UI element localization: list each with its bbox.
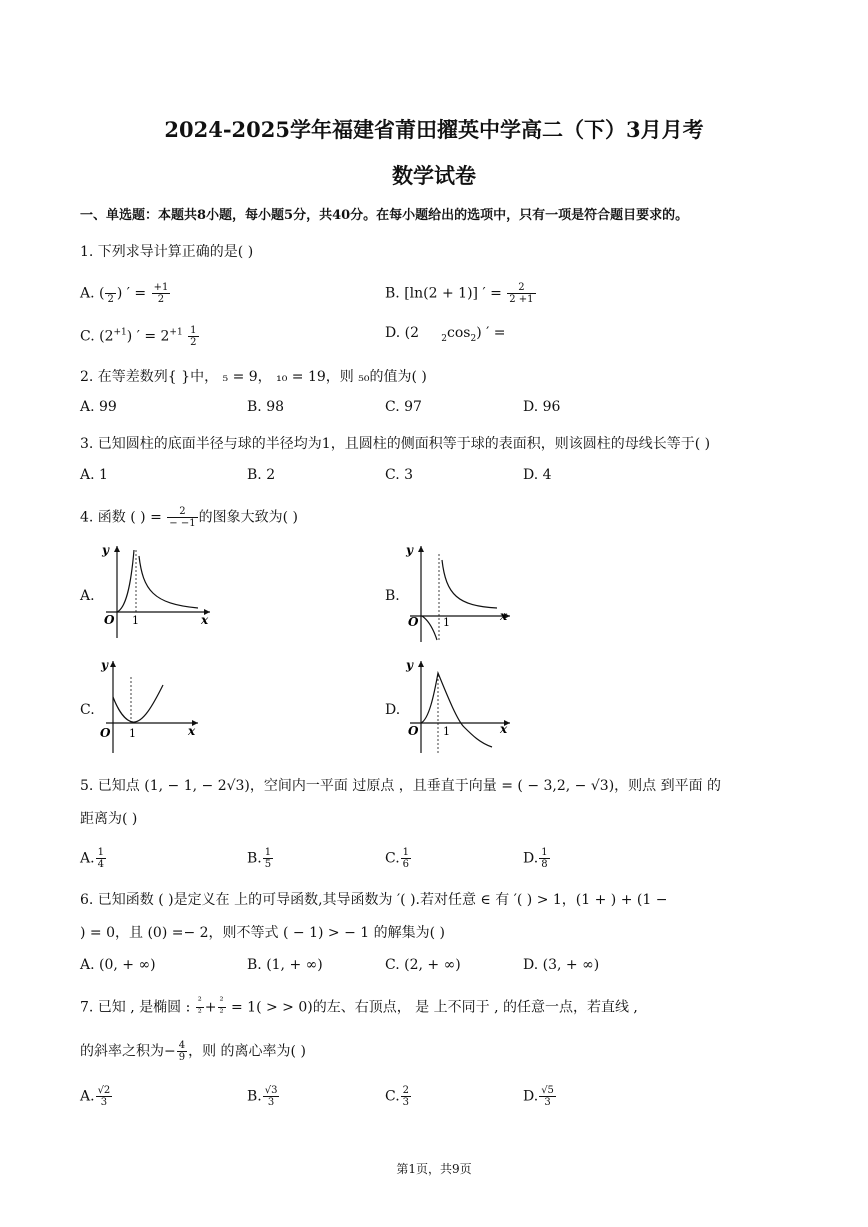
page-subtitle: 数学试卷 <box>392 163 476 188</box>
q1-option-b <box>385 282 537 305</box>
q1-a-frac1: 2 <box>105 282 115 305</box>
question-7-line1: 7. 已知 , 是椭圆 : $\frac{\text{²}}{\text{²}}$ + $\frac{\text{²}}{\text{²}}$ = 1( > > 0)的左、右顶点， 是 上不同于 , 的任意一点，若直线 , <box>80 996 638 1019</box>
question-1-stem: 1. 下列求导计算正确的是( ) <box>80 244 254 260</box>
graph-a-x-label: x <box>201 613 209 627</box>
q7-option-b: B. $\frac{√3}{3}$ <box>247 1085 278 1108</box>
q5-option-b: B. $\frac{1}{5}$ <box>247 847 272 870</box>
q1-b-label: B. <box>385 285 400 302</box>
q5-option-a: A. $\frac{1}{4}$ <box>80 847 104 870</box>
graph-c-tick: 1 <box>129 727 136 740</box>
q1-c-frac: $\frac{1}{2}$ <box>190 325 197 348</box>
q4-graph-d-label: D. <box>385 702 401 718</box>
q1-b-frac: $\frac{2}{2 +1}$ <box>509 282 534 305</box>
question-7-line2: 的斜率之积为− $\frac{4}{9}$ ，则 的离心率为( ) <box>80 1040 306 1063</box>
q2-option-d: D. 96 <box>523 399 561 415</box>
q1-option-c: C. $(2^{+1})$ ′ = $2^{+1}$ $\frac{1}{2}$ <box>80 325 197 348</box>
q1-d-label: D. <box>385 325 401 341</box>
graph-a-tick: 1 <box>132 614 139 627</box>
q6-option-d: D. (3, + ∞) <box>523 957 600 973</box>
q5-option-c: C. $\frac{1}{6}$ <box>385 847 410 870</box>
section-header: 一、单选题：本题共8小题，每小题5分，共40分。在每小题给出的选项中，只有一项是符合题目要求的。 <box>80 208 689 223</box>
graph-d-tick: 1 <box>443 725 450 738</box>
q6-option-a: A. (0, + ∞) <box>80 957 156 973</box>
q5-option-d: D. $\frac{1}{8}$ <box>523 847 548 870</box>
q3-option-a: A. 1 <box>80 467 108 483</box>
q4-graph-b <box>402 540 517 645</box>
q1-a-prime: ′ = <box>126 285 147 302</box>
question-2-stem: 2. 在等差数列{ }中， ₅ = 9， ₁₀ = 19，则 ₅₀的值为( ) <box>80 369 427 385</box>
graph-d-y-label: y <box>406 658 413 672</box>
question-5-line2: 距离为( ) <box>80 811 138 827</box>
q1-b-text: [ln(2 + 1)] ′ = <box>404 285 502 302</box>
q4-graph-d <box>402 655 517 755</box>
q7-option-c: C. $\frac{2}{3}$ <box>385 1085 410 1108</box>
q3-option-d: D. 4 <box>523 467 552 483</box>
q7-option-a: A. $\frac{√2}{3}$ <box>80 1085 111 1108</box>
question-6-line1: 6. 已知函数 ( )是定义在 上的可导函数,其导函数为 ′( ).若对任意 ∈ 有 ′( ) > 1，(1 + ) + (1 − <box>80 892 668 908</box>
q2-option-c: C. 97 <box>385 399 422 415</box>
q2-option-b: B. 98 <box>247 399 285 415</box>
graph-a-origin: O <box>104 613 115 627</box>
graph-d-x-label: x <box>500 722 508 736</box>
question-3-stem: 3. 已知圆柱的底面半径与球的半径均为1，且圆柱的侧面积等于球的表面积，则该圆柱的母线长等于( ) <box>80 436 711 452</box>
graph-b-x-label: x <box>500 609 508 623</box>
graph-c-x-label: x <box>188 724 196 738</box>
q3-option-b: B. 2 <box>247 467 276 483</box>
graph-b-origin: O <box>408 615 419 629</box>
question-4-stem: 4. 函数 ( ) = $\frac{2}{- -1}$ 的图象大致为( ) <box>80 506 298 529</box>
q2-option-a: A. 99 <box>80 399 117 415</box>
graph-c-origin: O <box>100 726 111 740</box>
q1-a-frac2: $\frac{+1}{2}$ <box>153 282 169 305</box>
q4-graph-a-label: A. <box>80 588 95 604</box>
graph-d-origin: O <box>408 724 419 738</box>
graph-c-y-label: y <box>101 658 108 672</box>
q6-option-c: C. (2, + ∞) <box>385 957 461 973</box>
graph-b-tick: 1 <box>443 616 450 629</box>
q3-option-c: C. 3 <box>385 467 414 483</box>
q1-c-label: C. <box>80 328 95 345</box>
question-5-line1: 5. 已知点 (1, − 1, − 2√3)，空间内一平面 过原点 ，且垂直于向量 = ( − 3,2, − √3)，则点 到平面 的 <box>80 778 722 794</box>
q7-option-d: D. $\frac{√5}{3}$ <box>523 1085 554 1108</box>
question-6-line2: ) = 0，且 (0) =− 2，则不等式 ( − 1) > − 1 的解集为( ) <box>80 925 446 941</box>
graph-a-y-label: y <box>102 543 109 557</box>
q1-option-a: A. ( 2 ) ′ = $\frac{+1}{2}$ <box>80 282 169 305</box>
q4-graph-b-label: B. <box>385 588 400 604</box>
page-footer: 第1页，共9页 <box>396 1162 472 1176</box>
q1-a-label: A. <box>80 285 95 302</box>
q6-option-b: B. (1, + ∞) <box>247 957 323 973</box>
page-title: 2024-2025学年福建省莆田擢英中学高二（下）3月月考 <box>164 117 704 142</box>
q4-graph-c-label: C. <box>80 702 95 718</box>
q4-graph-c <box>98 655 208 755</box>
q4-frac: $\frac{2}{- -1}$ <box>169 506 196 529</box>
q4-graph-a <box>98 540 218 640</box>
q1-option-d: D. (2 $_2\cos_2$) ′ = <box>385 325 506 344</box>
graph-b-y-label: y <box>406 543 413 557</box>
